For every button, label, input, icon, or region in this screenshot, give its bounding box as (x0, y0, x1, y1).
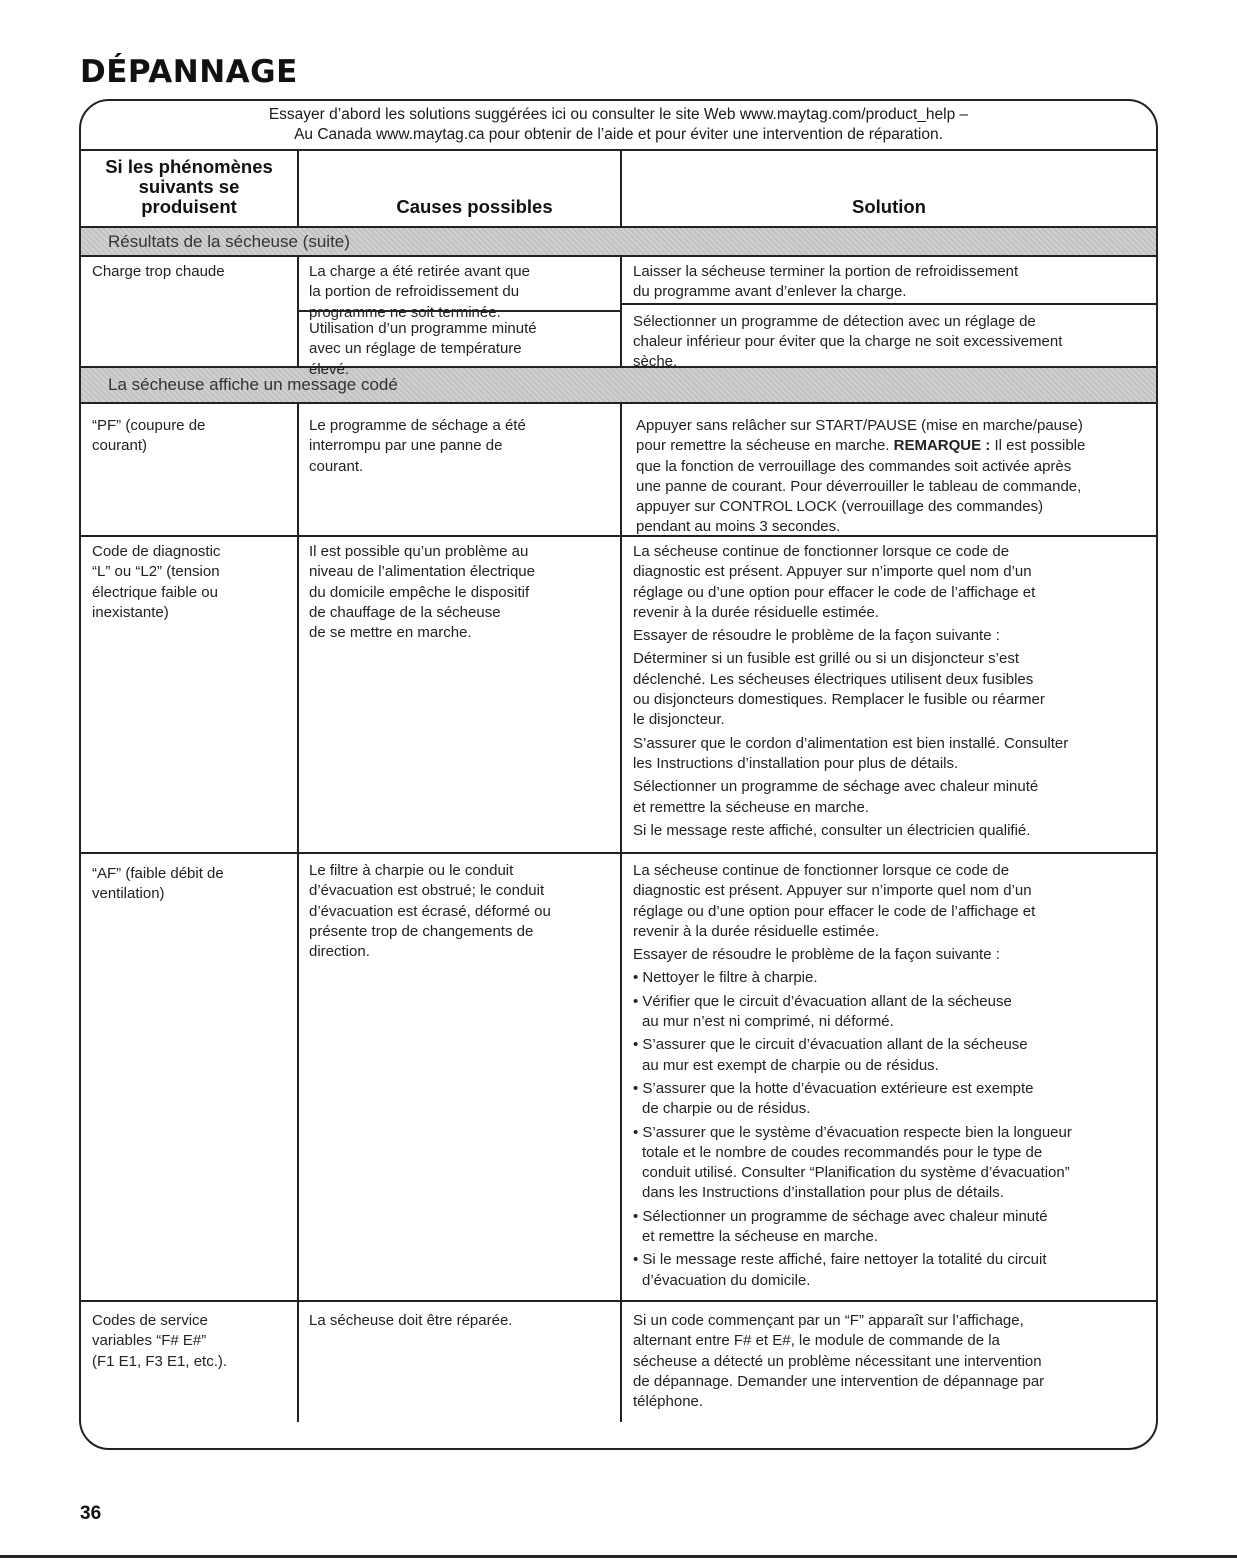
solution-cell (622, 537, 1156, 852)
table-row (81, 537, 1156, 854)
page-title: DÉPANNAGE (80, 54, 298, 90)
troubleshooting-table (79, 99, 1158, 1450)
header-line: produisent (141, 196, 237, 217)
intro-note (81, 101, 1156, 151)
bullet-item: • S’assurer que le circuit d’évacuation allant de la sécheuse au mur est exempt de charpie ou de résidus. (633, 1036, 1028, 1074)
note-label: REMARQUE : (893, 437, 991, 455)
solution-cell (622, 257, 1156, 371)
cause-item: La charge a été retirée avant que la portion de refroidissement du programme ne soit terminée. (309, 263, 530, 321)
header-causes: Causes possibles (299, 151, 622, 226)
header-line: suivants se (138, 176, 240, 197)
solution-cell (622, 854, 1156, 1300)
header-solution: Solution (852, 196, 926, 217)
causes-cell: La sécheuse doit être réparée. (299, 1302, 622, 1422)
solution-item: Laisser la sécheuse terminer la portion de refroidissement du programme avant d’enlever la charge. (633, 263, 1019, 301)
solution-paragraph: Si le message reste affiché, consulter un électricien qualifié. (633, 821, 1031, 839)
problem-cell: Charge trop chaude (81, 257, 299, 366)
header-problem (81, 151, 299, 226)
solution-paragraph: Essayer de résoudre le problème de la façon suivante : (633, 627, 1000, 645)
bullet-item: • Vérifier que le circuit d’évacuation allant de la sécheuse au mur n’est ni comprimé, ni déformé. (633, 992, 1012, 1031)
table-row (81, 257, 1156, 371)
header-line: Si les phénomènes (105, 156, 273, 177)
causes-cell (299, 257, 622, 366)
solution-paragraph: Sélectionner un programme de séchage avec chaleur minuté et remettre la sécheuse en marche. (633, 778, 1039, 816)
problem-cell: “AF” (faible débit de ventilation) (81, 854, 299, 1300)
causes-cell: Le filtre à charpie ou le conduit d’évacuation est obstrué; le conduit d’évacuation est écrasé, déformé ou présente trop de changements de direction. (299, 854, 622, 1300)
bullet-item: • Si le message reste affiché, faire nettoyer la totalité du circuit d’évacuation du domicile. (633, 1251, 1047, 1289)
causes-cell: Il est possible qu’un problème au niveau de l’alimentation électrique du domicile empêche le dispositif de chauffage de la sécheuse de se mettre en marche. (299, 537, 622, 852)
problem-cell: Code de diagnostic “L” ou “L2” (tension électrique faible ou inexistante) (81, 537, 299, 852)
solution-paragraph: S’assurer que le cordon d’alimentation est bien installé. Consulter les Instructions d’installation pour plus de détails. (633, 734, 1069, 772)
bullet-item: • Nettoyer le filtre à charpie. (633, 969, 818, 987)
bullet-item: • S’assurer que le système d’évacuation respecte bien la longueur totale et le nombre de coudes recommandés pour le type de conduit utilisé. Consulter “Planification du système d’évacuation” dans les Instructions d’installation pour plus de détails. (633, 1123, 1072, 1202)
table-row (81, 854, 1156, 1302)
bullet-item: • S’assurer que la hotte d’évacuation extérieure est exempte de charpie ou de résidus. (633, 1079, 1034, 1118)
solution-cell: Si un code commençant par un “F” apparaît sur l’affichage, alternant entre F# et E#, le module de commande de la sécheuse a détecté un problème nécessitant une intervention de dépannage. Demander une intervention de dépannage par téléphone. (633, 1312, 1045, 1411)
problem-cell: Codes de service variables “F# E#” (F1 E1, F3 E1, etc.). (81, 1302, 299, 1422)
table-row (81, 1302, 1156, 1422)
table-header (81, 151, 1156, 228)
causes-cell: Le programme de séchage a été interrompu par une panne de courant. (299, 404, 622, 535)
solution-paragraph: La sécheuse continue de fonctionner lorsque ce code de diagnostic est présent. Appuyer sur n’importe quel nom d’un réglage ou d’une option pour effacer le code de l’affichage et revenir à la durée résiduelle estimée. (633, 543, 1036, 621)
intro-line: Essayer d’abord les solutions suggérées ici ou consulter le site Web www.maytag.com/product_help – (268, 106, 969, 123)
solution-paragraph: Essayer de résoudre le problème de la façon suivante : (633, 946, 1000, 964)
solution-paragraph: Déterminer si un fusible est grillé ou si un disjoncteur s’est déclenché. Les sécheuses électriques utilisent deux fusibles ou disjoncteurs domestiques. Remplacer le fusible ou réarmer le disjoncteur. (633, 650, 1045, 729)
solution-item: Sélectionner un programme de détection avec un réglage de chaleur inférieur pour éviter que la charge ne soit excessivement sèche. (622, 303, 1156, 373)
section-band-results: Résultats de la sécheuse (suite) (81, 228, 1156, 257)
table-row (81, 404, 1156, 537)
intro-line: Au Canada www.maytag.ca pour obtenir de l’aide et pour éviter une intervention de réparation. (294, 126, 943, 143)
solution-paragraph: La sécheuse continue de fonctionner lorsque ce code de diagnostic est présent. Appuyer sur n’importe quel nom d’un réglage ou d’une option pour effacer le code de l’affichage et revenir à la durée résiduelle estimée. (633, 862, 1036, 940)
bottom-rule (0, 1555, 1237, 1558)
cause-item: Utilisation d’un programme minuté avec un réglage de température (299, 310, 620, 380)
bullet-item: • Sélectionner un programme de séchage avec chaleur minuté et remettre la sécheuse en marche. (633, 1207, 1048, 1246)
page-number: 36 (80, 1503, 102, 1524)
problem-cell: “PF” (coupure de courant) (81, 404, 299, 535)
solution-cell: Appuyer sans relâcher sur START/PAUSE (mise en marche/pause) pour remettre la sécheuse en marche. REMARQUE : Il est possible que la fonction de verrouillage des commandes soit activée après une panne de courant. Pour déverrouiller le tableau de commande, appuyer sur CONTROL LOCK (verrouillage des commandes) pendant au moins 3 secondes. (636, 417, 1086, 536)
section-band-code: La sécheuse affiche un message codé (81, 368, 1156, 404)
